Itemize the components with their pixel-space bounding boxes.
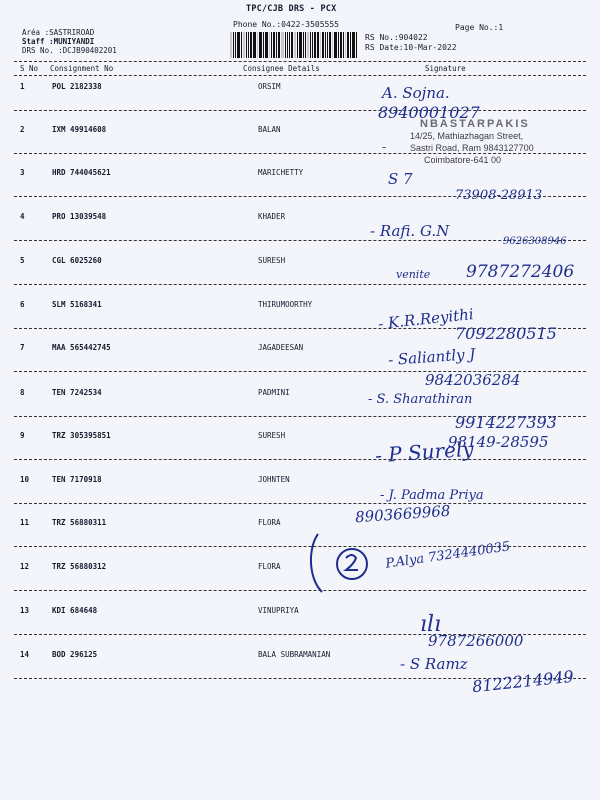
row-consignee-name: JAGADEESAN: [258, 343, 304, 352]
handwritten-phone: 8940001027: [378, 103, 480, 122]
row-serial-number: 6: [20, 300, 25, 309]
barcode-bar: [329, 32, 331, 58]
row-serial-number: 10: [20, 475, 30, 484]
dash-mark: -: [382, 140, 387, 154]
barcode-bar: [303, 32, 304, 58]
area-label: Aréa :SASTRIROAD: [22, 28, 95, 37]
row-consignment-number: CGL 6025260: [52, 256, 102, 265]
handwritten-signature: - P Surely: [374, 436, 475, 468]
barcode-bar: [350, 32, 351, 58]
row-serial-number: 3: [20, 168, 25, 177]
barcode-bar: [299, 32, 302, 58]
handwritten-signature: - Rafi. G.N: [370, 222, 450, 240]
row-consignment-number: TRZ 56880311: [52, 518, 107, 527]
barcode-bar: [248, 32, 249, 58]
row-consignee-name: FLORA: [258, 518, 281, 527]
row-consignee-name: SURESH: [258, 256, 286, 265]
handwritten-signature: P.Alya 7324440035: [384, 539, 512, 572]
barcode-bar: [340, 32, 342, 58]
barcode-bar: [278, 32, 280, 58]
barcode-bar: [265, 32, 268, 58]
handwritten-signature: - J. Padma Priya: [380, 488, 484, 503]
barcode-bar: [259, 32, 260, 58]
barcode-bar: [230, 32, 232, 58]
barcode-bar: [243, 32, 245, 58]
barcode-bar: [320, 32, 321, 58]
barcode-bar: [327, 32, 328, 58]
handwritten-phone: 8122214949: [471, 666, 575, 697]
col-header-consignee: Consignee Details: [243, 64, 320, 73]
barcode-bar: [281, 32, 284, 58]
row-consignment-number: HRD 744045621: [52, 168, 111, 177]
handwritten-signature: S 7: [388, 170, 413, 188]
barcode-bar: [250, 32, 252, 58]
row-consignment-number: PRO 13039548: [52, 212, 107, 221]
handwritten-signature: venite: [396, 268, 431, 281]
barcode-bar: [285, 32, 286, 58]
barcode-bar: [269, 32, 270, 58]
row-consignee-name: BALAN: [258, 125, 281, 134]
handwritten-signature: A. Sojna.: [382, 84, 450, 102]
row-serial-number: 1: [20, 82, 25, 91]
barcode-bar: [237, 32, 240, 58]
row-consignment-number: BOD 296125: [52, 650, 98, 659]
handwritten-signature: - S. Sharathiran: [368, 392, 473, 407]
handwritten-signature: - S Ramz: [400, 655, 468, 673]
barcode-bar: [253, 32, 256, 58]
handwritten-phone: 9787266000: [428, 632, 524, 650]
barcode-bar: [314, 32, 316, 58]
row-consignment-number: TEN 7242534: [52, 388, 102, 397]
handwritten-phone: 9787272406: [466, 262, 575, 282]
row-consignment-number: TRZ 56880312: [52, 562, 107, 571]
row-consignment-number: TEN 7170918: [52, 475, 102, 484]
barcode-bar: [257, 32, 258, 58]
handwritten-phone: 7092280515: [455, 324, 557, 343]
row-serial-number: 8: [20, 388, 25, 397]
row-consignee-name: BALA SUBRAMANIAN: [258, 650, 331, 659]
bracket-signature: [300, 528, 380, 598]
row-consignment-number: MAA 565442745: [52, 343, 111, 352]
handwritten-phone: 9626308946: [503, 236, 567, 247]
barcode-bar: [312, 32, 313, 58]
col-header-consignment: Consignment No: [50, 64, 114, 73]
row-serial-number: 7: [20, 343, 25, 352]
handwritten-phone: 98149-28595: [448, 433, 549, 451]
barcode-bar: [334, 32, 337, 58]
row-consignee-name: JOHNTEN: [258, 475, 290, 484]
barcode-bar: [307, 32, 309, 58]
handwritten-phone: 9842036284: [425, 371, 521, 389]
barcode-bar: [352, 32, 355, 58]
barcode-bar: [273, 32, 275, 58]
row-consignment-number: KDI 684648: [52, 606, 98, 615]
row-serial-number: 2: [20, 125, 25, 134]
page-number: Page No.:1: [455, 23, 504, 32]
row-consignee-name: VINUPRIYA: [258, 606, 299, 615]
rs-info: [365, 33, 457, 53]
row-serial-number: 12: [20, 562, 30, 571]
barcode-bar: [343, 32, 344, 58]
row-serial-number: 5: [20, 256, 25, 265]
handwritten-signature: - Saliantly J: [387, 344, 476, 370]
divider: [14, 61, 586, 62]
row-divider: [14, 284, 586, 285]
row-serial-number: 9: [20, 431, 25, 440]
phone-number: Phone No.:0422-3505555: [233, 20, 339, 29]
barcode-bar: [241, 32, 242, 58]
row-consignee-name: ORSIM: [258, 82, 281, 91]
document-title: TPC/CJB DRS - PCX: [246, 4, 337, 14]
barcode-bar: [338, 32, 339, 58]
barcode-bar: [356, 32, 357, 58]
handwritten-signature: - K.R.Reyithi: [377, 305, 475, 333]
row-divider: [14, 110, 586, 111]
stamp-line: Coimbatore-641 00: [424, 155, 502, 165]
row-serial-number: 4: [20, 212, 25, 221]
handwritten-signature: ılı: [420, 612, 442, 637]
row-serial-number: 14: [20, 650, 30, 659]
row-consignment-number: TRZ 305395851: [52, 431, 111, 440]
barcode-bar: [235, 32, 236, 58]
rs-date: RS Date:10-Mar-2022: [365, 43, 457, 52]
row-consignee-name: FLORA: [258, 562, 281, 571]
barcode-bar: [297, 32, 298, 58]
barcode-bar: [322, 32, 324, 58]
barcode-bar: [317, 32, 320, 58]
row-consignment-number: IXM 49914608: [52, 125, 107, 134]
row-divider: [14, 503, 586, 504]
barcode-bar: [289, 32, 290, 58]
row-consignment-number: POL 2182338: [52, 82, 102, 91]
col-header-sno: S No: [20, 64, 39, 73]
barcode-bar: [260, 32, 262, 58]
barcode: [230, 32, 358, 58]
rs-number: RS No.:904022: [365, 33, 428, 42]
divider: [14, 75, 586, 76]
row-consignee-name: MARICHETTY: [258, 168, 304, 177]
handwritten-phone: 8903669968: [354, 501, 451, 527]
stamp-line: Sastri Road, Ram 9843127700: [410, 143, 534, 153]
receiver-stamp: [410, 118, 600, 178]
drs-number: DRS No. :DCJB90402201: [22, 46, 117, 55]
barcode-bar: [233, 32, 234, 58]
barcode-bar: [345, 32, 346, 58]
route-info: [22, 28, 117, 55]
barcode-bar: [325, 32, 326, 58]
row-consignee-name: PADMINI: [258, 388, 290, 397]
barcode-bar: [276, 32, 277, 58]
staff-label: Staff :MUNIYANDI: [22, 37, 95, 46]
barcode-bar: [294, 32, 296, 58]
barcode-bar: [263, 32, 264, 58]
barcode-bar: [287, 32, 288, 58]
row-consignment-number: SLM 5168341: [52, 300, 102, 309]
handwritten-phone: 9914227393: [455, 413, 557, 432]
row-consignee-name: SURESH: [258, 431, 286, 440]
stamp-line: NBASTARPAKIS: [420, 118, 530, 130]
row-consignee-name: KHADER: [258, 212, 286, 221]
barcode-bar: [305, 32, 306, 58]
row-divider: [14, 240, 586, 241]
barcode-bar: [271, 32, 272, 58]
barcode-bar: [347, 32, 349, 58]
handwritten-phone: 73908-28913: [455, 188, 543, 203]
row-divider: [14, 459, 586, 460]
col-header-signature: Signature: [425, 64, 466, 73]
row-serial-number: 11: [20, 518, 30, 527]
barcode-bar: [291, 32, 293, 58]
barcode-bar: [310, 32, 311, 58]
barcode-bar: [246, 32, 247, 58]
row-consignee-name: THIRUMOORTHY: [258, 300, 313, 309]
row-serial-number: 13: [20, 606, 30, 615]
barcode-bar: [332, 32, 333, 58]
stamp-line: 14/25, Mathiazhagan Street,: [410, 131, 524, 141]
